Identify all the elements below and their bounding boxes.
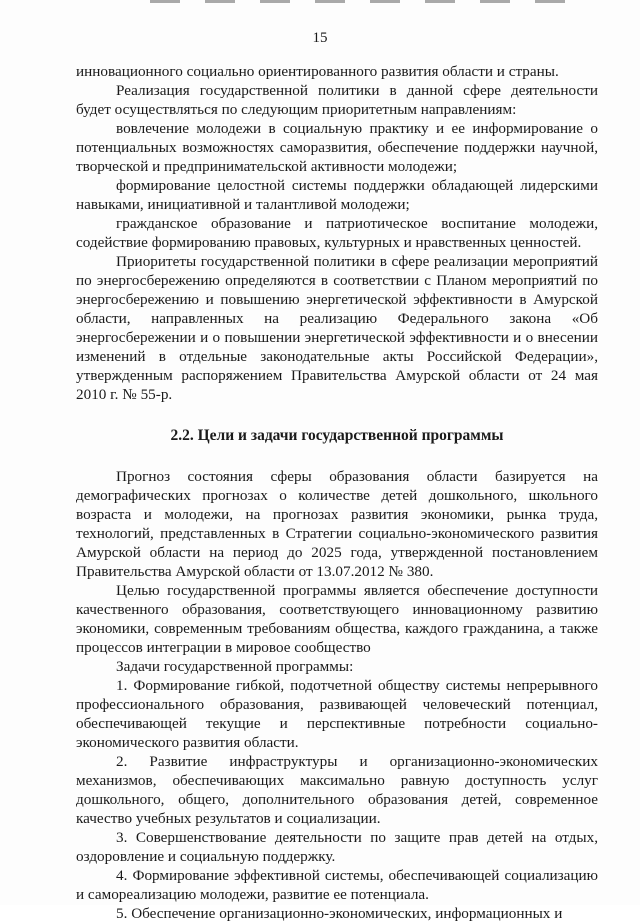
document-body <box>76 62 598 923</box>
paragraph: 3. Совершенствование деятельности по защите прав детей на отдых, оздоровление и социальную поддержку. <box>76 829 598 865</box>
paragraph: Реализация государственной политики в данной сфере деятельности будет осуществляться по следующим приоритетным направлениям: <box>76 82 598 118</box>
paragraph: 4. Формирование эффективной системы, обеспечивающей социализацию и самореализацию молодежи, развитие ее потенциала. <box>76 867 598 903</box>
paragraph: Целью государственной программы является обеспечение доступности качественного образования, соответствующего инновационному развитию экономики, современным требованиям общества, каждого гражданина, а также процессов интеграции в мировое сообщество <box>76 582 598 656</box>
paragraph: Приоритеты государственной политики в сфере реализации мероприятий по энергосбережению определяются в соответствии с Планом мероприятий по энергосбережению и повышению энергетической эффективности в Амурской области, направленных на реализацию Федерального закона «Об энергосбережении и о повышении энергетической эффективности и о внесении изменений в отдельные законодательные акты Российской Федерации», утвержденным распоряжением Правительства Амурской области от 24 мая 2010 г. № 55-р. <box>76 253 598 403</box>
paragraph: 1. Формирование гибкой, подотчетной обществу системы непрерывного профессионального образования, развивающей человеческий потенциал, обеспечивающей текущие и перспективные потребности социально-экономического развития области. <box>76 677 598 751</box>
page-number: 15 <box>312 30 328 46</box>
section-heading: 2.2. Цели и задачи государственной программы <box>170 427 504 444</box>
paragraph: формирование целостной системы поддержки обладающей лидерскими навыками, инициативной и талантливой молодежи; <box>76 177 598 213</box>
goals-paragraphs <box>76 467 598 923</box>
paragraph: 5. Обеспечение организационно-экономических, информационных и <box>116 905 563 922</box>
intro-paragraphs <box>76 62 598 404</box>
paragraph: инновационного социально ориентированного развития области и страны. <box>76 63 559 80</box>
scan-edge-artifact <box>150 0 570 3</box>
paragraph: Прогноз состояния сферы образования области базируется на демографических прогнозах о количестве детей дошкольного, школьного возраста и молодежи, на прогнозах развития экономики, рынка труда, технологий, представленных в Стратегии социально-экономического развития Амурской области на период до 2025 года, утвержденной постановлением Правительства Амурской области от 13.07.2012 № 380. <box>76 468 598 580</box>
paragraph: 2. Развитие инфраструктуры и организационно-экономических механизмов, обеспечивающих максимально равную доступность услуг дошкольного, общего, дополнительного образования детей, современное качество учебных результатов и социализации. <box>76 753 598 827</box>
paragraph: вовлечение молодежи в социальную практику и ее информирование о потенциальных возможностях саморазвития, обеспечение поддержки научной, творческой и предпринимательской активности молодежи; <box>76 120 598 175</box>
paragraph: гражданское образование и патриотическое воспитание молодежи, содействие формированию правовых, культурных и нравственных ценностей. <box>76 215 598 251</box>
paragraph: Задачи государственной программы: <box>116 658 354 675</box>
